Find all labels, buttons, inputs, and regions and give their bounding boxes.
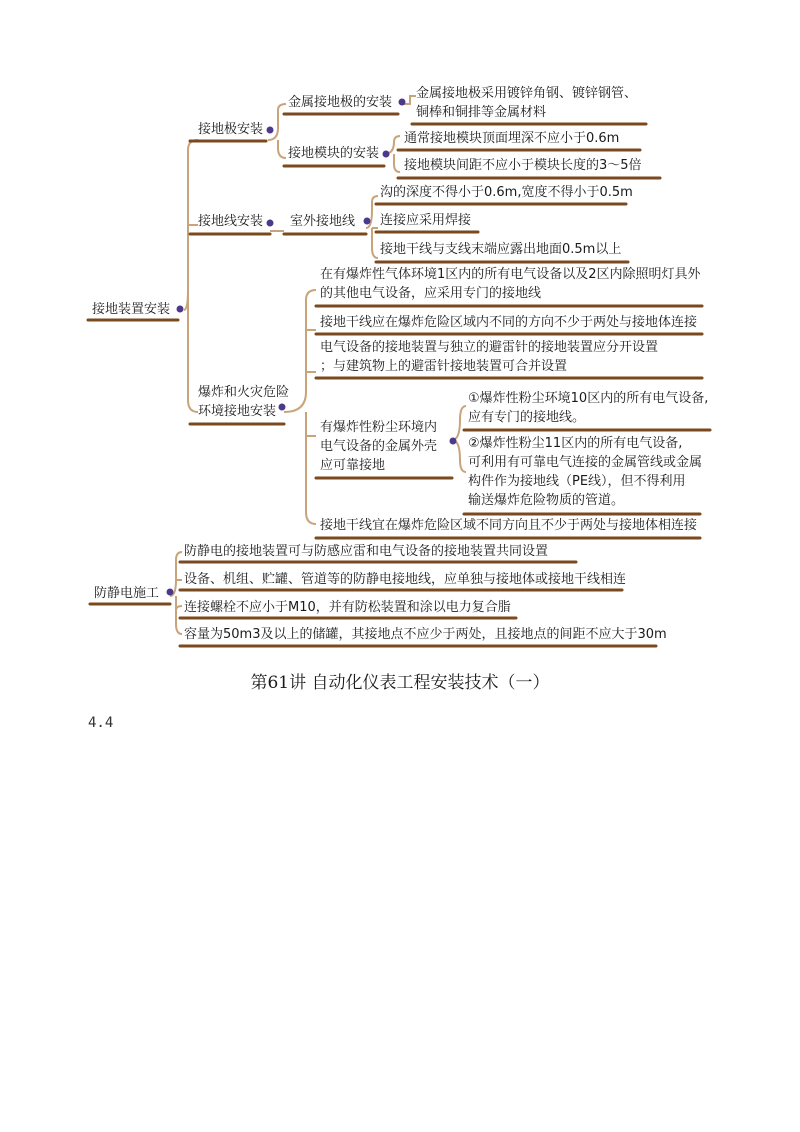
leaf-gas-zone xyxy=(320,265,701,303)
leaf-metal-electrode-material xyxy=(416,84,637,122)
leaf-line: 铜棒和铜排等金属材料 xyxy=(416,105,547,120)
leaf-antistatic-tank: 容量为50m3及以上的储罐，其接地点不应少于两处，且接地点的间距不应大于30m xyxy=(184,627,667,642)
leaf-line: 电气设备的接地装置与独立的避雷针的接地装置应分开设置 xyxy=(320,340,659,355)
leaf-welding: 连接应采用焊接 xyxy=(380,213,472,228)
node-ground-module: 接地模块的安装 xyxy=(288,146,380,161)
leaf-line: ②爆炸性粉尘11区内的所有电气设备, xyxy=(468,436,683,451)
leaf-dust-zone-11 xyxy=(468,434,702,510)
leaf-line: 可利用有可靠电气连接的金属管线或金属 xyxy=(468,455,703,470)
leaf-line: 的其他电气设备，应采用专门的接地线 xyxy=(320,286,542,301)
node-line: 爆炸和火灾危险 xyxy=(198,385,290,400)
leaf-line: ；与建筑物上的避雷针接地装置可合并设置 xyxy=(320,359,568,374)
leaf-antistatic-separate: 设备、机组、贮罐、管道等的防静电接地线，应单独与接地体或接地干线相连 xyxy=(184,572,627,587)
root-node-antistatic: 防静电施工 xyxy=(94,586,160,601)
node-electrode-install: 接地极安装 xyxy=(198,122,264,137)
root-node-grounding: 接地装置安装 xyxy=(92,302,171,317)
node-outdoor-wire: 室外接地线 xyxy=(290,214,356,229)
leaf-lightning-rod xyxy=(320,338,658,376)
leaf-module-depth: 通常接地模块顶面埋深不应小于0.6m xyxy=(404,131,620,146)
leaf-line: 金属接地极采用镀锌角钢、镀锌钢管、 xyxy=(416,86,638,101)
node-line: 电气设备的金属外壳 xyxy=(320,439,438,454)
leaf-line: 在有爆炸性气体环境1区内的所有电气设备以及2区内除照明灯具外 xyxy=(320,267,701,282)
leaf-module-spacing: 接地模块间距不应小于模块长度的3～5倍 xyxy=(404,158,642,173)
node-explosion-env xyxy=(198,383,289,421)
leaf-trunk-two-directions: 接地干线应在爆炸危险区域内不同的方向不少于两处与接地体连接 xyxy=(320,315,698,330)
node-line: 有爆炸性粉尘环境内 xyxy=(320,420,438,435)
leaf-trunk-exposure: 接地干线与支线末端应露出地面0.5m以上 xyxy=(380,242,622,257)
page-number: 4.4 xyxy=(88,715,114,731)
leaf-dust-zone-10 xyxy=(468,389,708,427)
leaf-line: 输送爆炸危险物质的管道。 xyxy=(468,493,625,508)
leaf-line: 应有专门的接地线。 xyxy=(468,410,586,425)
node-dust-env xyxy=(320,418,437,475)
lecture-caption: 第61讲 自动化仪表工程安装技术（一） xyxy=(250,673,550,693)
leaf-line: 构件作为接地线（PE线），但不得利用 xyxy=(468,474,686,489)
leaf-antistatic-shared: 防静电的接地装置可与防感应雷和电气设备的接地装置共同设置 xyxy=(184,544,549,559)
leaf-trunk-connection: 接地干线宜在爆炸危险区域不同方向且不少于两处与接地体相连接 xyxy=(320,518,698,533)
leaf-antistatic-bolt: 连接螺栓不应小于M10，并有防松装置和涂以电力复合脂 xyxy=(184,600,511,615)
node-metal-electrode: 金属接地极的安装 xyxy=(288,95,393,110)
node-line: 应可靠接地 xyxy=(320,458,386,473)
leaf-trench-depth: 沟的深度不得小于0.6m,宽度不得小于0.5m xyxy=(380,185,633,200)
leaf-line: ①爆炸性粉尘环境10区内的所有电气设备, xyxy=(468,391,709,406)
node-line: 环境接地安装 xyxy=(198,404,277,419)
node-wire-install: 接地线安装 xyxy=(198,214,264,229)
